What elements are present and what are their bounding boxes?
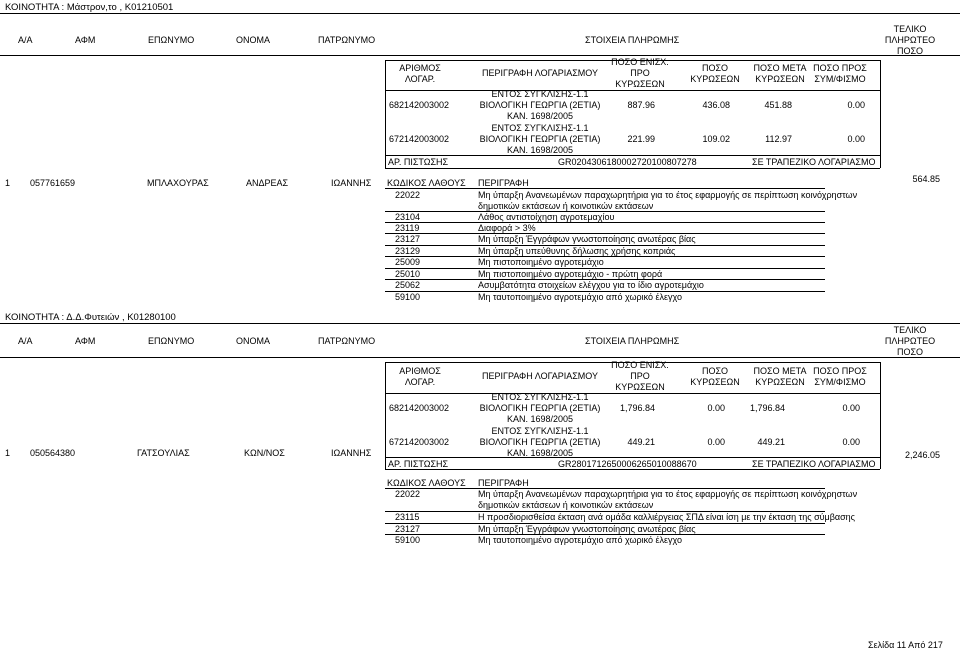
hdr-enis-1: ΠΟΣΟ ΕΝΙΣΧ. xyxy=(611,57,669,67)
error-desc: Μη ταυτοποιημένο αγροτεμάχιο από χωρικό έλεγχο xyxy=(478,292,682,302)
account-number: 672142003002 xyxy=(389,134,450,144)
page-number: Σελίδα 11 Από 217 xyxy=(868,640,943,650)
error-desc: Λάθος αντιστοίχηση αγροτεμαχίου xyxy=(478,212,615,222)
hdr-account-number-1: ΑΡΙΘΜΟΣ xyxy=(399,366,441,376)
hdr-symf-1: ΠΟΣΟ ΠΡΟΣ xyxy=(813,366,867,376)
error-desc: Μη ταυτοποιημένο αγροτεμάχιο από χωρικό έλεγχο xyxy=(478,535,682,545)
hdr-enis-2: ΠΡΟ xyxy=(630,371,650,381)
amount-symf: 0.00 xyxy=(847,100,865,110)
col-aa: Α/Α xyxy=(18,336,33,346)
error-desc: Μη ύπαρξη Ανανεωμένων παραχωρητήρια για το έτος εφαρμογής σε περίπτωση κοινόχρηστων xyxy=(478,190,858,200)
col-afm: ΑΦΜ xyxy=(75,35,96,45)
iban-label: ΑΡ. ΠΙΣΤΩΣΗΣ xyxy=(388,459,449,469)
err-hdr-code: ΚΩΔΙΚΟΣ ΛΑΘΟΥΣ xyxy=(387,478,466,488)
account-desc-2: ΒΙΟΛΟΓΙΚΗ ΓΕΩΡΓΙΑ (2ΕΤΙΑ) xyxy=(479,403,601,413)
col-patronymo: ΠΑΤΡΩΝΥΜΟ xyxy=(318,35,376,45)
hdr-account-desc: ΠΕΡΙΓΡΑΦΗ ΛΟΓΑΡΙΑΣΜΟΥ xyxy=(482,68,598,78)
amount-kyr: 0.00 xyxy=(707,437,725,447)
final-amount: 564.85 xyxy=(912,174,940,184)
error-code: 59100 xyxy=(395,292,421,302)
hdr-meta-2: ΚΥΡΩΣΕΩΝ xyxy=(755,74,805,84)
col-final-2: ΠΛΗΡΩΤΕΟ xyxy=(884,35,936,45)
amount-enis: 449.21 xyxy=(627,437,655,447)
error-desc: δημοτικών εκτάσεων ή κοινοτικών εκτάσεων xyxy=(478,500,654,510)
err-hdr-code: ΚΩΔΙΚΟΣ ΛΑΘΟΥΣ xyxy=(387,178,466,188)
account-desc-1: ΕΝΤΟΣ ΣΥΓΚΛΙΣΗΣ-1.1 xyxy=(491,89,589,99)
amount-meta: 1,796.84 xyxy=(749,403,785,413)
beneficiary-aa: 1 xyxy=(5,178,11,188)
error-desc: Μη πιστοποιημένο αγροτεμάχιο - πρώτη φορά xyxy=(478,269,663,279)
hdr-enis-3: ΚΥΡΩΣΕΩΝ xyxy=(615,79,665,89)
amount-meta: 449.21 xyxy=(757,437,785,447)
account-desc-2: ΒΙΟΛΟΓΙΚΗ ΓΕΩΡΓΙΑ (2ΕΤΙΑ) xyxy=(479,100,601,110)
beneficiary-eponymo: ΓΑΤΣΟΥΛΙΑΣ xyxy=(137,448,190,458)
hdr-kyr-1: ΠΟΣΟ xyxy=(701,366,729,376)
beneficiary-afm: 050564380 xyxy=(30,448,76,458)
beneficiary-patronymo: ΙΩΑΝΝΗΣ xyxy=(331,448,372,458)
error-desc: Μη ύπαρξη Ανανεωμένων παραχωρητήρια για το έτος εφαρμογής σε περίπτωση κοινόχρηστων xyxy=(478,489,858,499)
hdr-kyr-1: ΠΟΣΟ xyxy=(701,63,729,73)
col-final-3: ΠΟΣΟ xyxy=(896,46,924,56)
hdr-meta-1: ΠΟΣΟ ΜΕΤΑ xyxy=(753,63,807,73)
error-code: 23104 xyxy=(395,212,421,222)
hdr-enis-1: ΠΟΣΟ ΕΝΙΣΧ. xyxy=(611,360,669,370)
amount-meta: 451.88 xyxy=(764,100,792,110)
account-desc-3: ΚΑΝ. 1698/2005 xyxy=(506,448,574,458)
beneficiary-afm: 057761659 xyxy=(30,178,76,188)
amount-symf: 0.00 xyxy=(842,437,860,447)
beneficiary-aa: 1 xyxy=(5,448,11,458)
account-desc-2: ΒΙΟΛΟΓΙΚΗ ΓΕΩΡΓΙΑ (2ΕΤΙΑ) xyxy=(479,134,601,144)
error-code: 23115 xyxy=(395,512,420,522)
err-hdr-desc: ΠΕΡΙΓΡΑΦΗ xyxy=(478,178,529,188)
account-number: 672142003002 xyxy=(389,437,450,447)
account-desc-3: ΚΑΝ. 1698/2005 xyxy=(506,145,574,155)
col-afm: ΑΦΜ xyxy=(75,336,96,346)
col-onoma: ΟΝΟΜΑ xyxy=(236,35,271,45)
account-desc-2: ΒΙΟΛΟΓΙΚΗ ΓΕΩΡΓΙΑ (2ΕΤΙΑ) xyxy=(479,437,601,447)
hdr-account-number-2: ΛΟΓΑΡ. xyxy=(404,377,436,387)
err-hdr-desc: ΠΕΡΙΓΡΑΦΗ xyxy=(478,478,529,488)
hdr-kyr-2: ΚΥΡΩΣΕΩΝ xyxy=(690,74,740,84)
amount-symf: 0.00 xyxy=(847,134,865,144)
hdr-account-number-2: ΛΟΓΑΡ. xyxy=(404,74,436,84)
beneficiary-onoma: ΚΩΝ/ΝΟΣ xyxy=(244,448,285,458)
hdr-enis-2: ΠΡΟ xyxy=(630,68,650,78)
hdr-symf-2: ΣΥΜ/ΦΙΣΜΟ xyxy=(814,74,866,84)
amount-kyr: 109.02 xyxy=(702,134,730,144)
amount-enis: 1,796.84 xyxy=(619,403,655,413)
col-final-1: ΤΕΛΙΚΟ xyxy=(893,325,927,335)
error-desc: Μη ύπαρξη Έγγράφων γνωστοποίησης ανωτέρας βίας xyxy=(478,524,696,534)
error-code: 23119 xyxy=(395,223,420,233)
amount-enis: 887.96 xyxy=(627,100,655,110)
amount-meta: 112.97 xyxy=(765,134,792,144)
final-amount: 2,246.05 xyxy=(904,450,940,460)
hdr-account-desc: ΠΕΡΙΓΡΑΦΗ ΛΟΓΑΡΙΑΣΜΟΥ xyxy=(482,371,598,381)
beneficiary-patronymo: ΙΩΑΝΝΗΣ xyxy=(331,178,372,188)
bank-account-label: ΣΕ ΤΡΑΠΕΖΙΚΟ ΛΟΓΑΡΙΑΣΜΟ xyxy=(752,459,876,469)
hdr-account-number-1: ΑΡΙΘΜΟΣ xyxy=(399,63,441,73)
error-desc: Μη πιστοποιημένο αγροτεμάχιο xyxy=(478,257,604,267)
bank-account-label: ΣΕ ΤΡΑΠΕΖΙΚΟ ΛΟΓΑΡΙΑΣΜΟ xyxy=(752,157,876,167)
error-code: 25009 xyxy=(395,257,421,267)
amount-enis: 221.99 xyxy=(627,134,655,144)
iban-label: ΑΡ. ΠΙΣΤΩΣΗΣ xyxy=(388,157,449,167)
col-eponymo: ΕΠΩΝΥΜΟ xyxy=(148,35,195,45)
col-final-1: ΤΕΛΙΚΟ xyxy=(893,24,927,34)
account-number: 682142003002 xyxy=(389,100,450,110)
amount-kyr: 436.08 xyxy=(702,100,730,110)
error-code: 59100 xyxy=(395,535,421,545)
hdr-kyr-2: ΚΥΡΩΣΕΩΝ xyxy=(690,377,740,387)
hdr-meta-2: ΚΥΡΩΣΕΩΝ xyxy=(755,377,805,387)
account-desc-1: ΕΝΤΟΣ ΣΥΓΚΛΙΣΗΣ-1.1 xyxy=(491,123,589,133)
error-code: 25062 xyxy=(395,280,421,290)
error-desc: Μη ύπαρξη Έγγράφων γνωστοποίησης ανωτέρας βίας xyxy=(478,234,696,244)
iban-value: GR0204306180002720100807278 xyxy=(558,157,697,167)
account-desc-3: ΚΑΝ. 1698/2005 xyxy=(506,111,574,121)
account-number: 682142003002 xyxy=(389,403,450,413)
error-desc: Μη ύπαρξη υπεύθυνης δήλωσης χρήσης κοπριάς xyxy=(478,246,676,256)
error-desc: Διαφορά > 3% xyxy=(478,223,536,233)
col-aa: Α/Α xyxy=(18,35,33,45)
divider xyxy=(0,357,960,358)
community-title: ΚΟΙΝΟΤΗΤΑ : Μάστρον,το , Κ01210501 xyxy=(5,2,174,13)
col-patronymo: ΠΑΤΡΩΝΥΜΟ xyxy=(318,336,376,346)
beneficiary-eponymo: ΜΠΛΑΧΟΥΡΑΣ xyxy=(147,178,209,188)
iban-value: GR2801712650006265010088670 xyxy=(558,459,697,469)
error-code: 25010 xyxy=(395,269,421,279)
error-code: 22022 xyxy=(395,190,421,200)
error-desc: δημοτικών εκτάσεων ή κοινοτικών εκτάσεων xyxy=(478,201,654,211)
error-code: 23129 xyxy=(395,246,421,256)
col-final-2: ΠΛΗΡΩΤΕΟ xyxy=(884,336,936,346)
error-desc: Ασυμβατότητα στοιχείων ελέγχου για το ίδιο αγροτεμάχιο xyxy=(478,280,704,290)
divider xyxy=(0,55,960,56)
col-payment: ΣΤΟΙΧΕΙΑ ΠΛΗΡΩΜΗΣ xyxy=(585,336,680,346)
hdr-symf-1: ΠΟΣΟ ΠΡΟΣ xyxy=(813,63,867,73)
error-code: 23127 xyxy=(395,234,421,244)
beneficiary-onoma: ΑΝΔΡΕΑΣ xyxy=(246,178,289,188)
col-eponymo: ΕΠΩΝΥΜΟ xyxy=(148,336,195,346)
error-code: 22022 xyxy=(395,489,421,499)
col-onoma: ΟΝΟΜΑ xyxy=(236,336,271,346)
account-desc-1: ΕΝΤΟΣ ΣΥΓΚΛΙΣΗΣ-1.1 xyxy=(491,392,589,402)
error-code: 23127 xyxy=(395,524,421,534)
amount-kyr: 0.00 xyxy=(707,403,725,413)
amount-symf: 0.00 xyxy=(842,403,860,413)
error-desc: Η προσδιορισθείσα έκταση ανά ομάδα καλλιέργειας ΣΠΔ είναι ίση με την έκταση της σύμβασης xyxy=(478,512,856,522)
account-desc-1: ΕΝΤΟΣ ΣΥΓΚΛΙΣΗΣ-1.1 xyxy=(491,426,589,436)
col-final-3: ΠΟΣΟ xyxy=(896,347,924,357)
community-title: ΚΟΙΝΟΤΗΤΑ : Δ.Δ.Φυτειών , Κ01280100 xyxy=(5,312,176,323)
hdr-symf-2: ΣΥΜ/ΦΙΣΜΟ xyxy=(814,377,866,387)
divider xyxy=(0,13,960,14)
divider xyxy=(0,323,960,324)
col-payment: ΣΤΟΙΧΕΙΑ ΠΛΗΡΩΜΗΣ xyxy=(585,35,680,45)
hdr-enis-3: ΚΥΡΩΣΕΩΝ xyxy=(615,382,665,392)
account-desc-3: ΚΑΝ. 1698/2005 xyxy=(506,414,574,424)
hdr-meta-1: ΠΟΣΟ ΜΕΤΑ xyxy=(753,366,807,376)
